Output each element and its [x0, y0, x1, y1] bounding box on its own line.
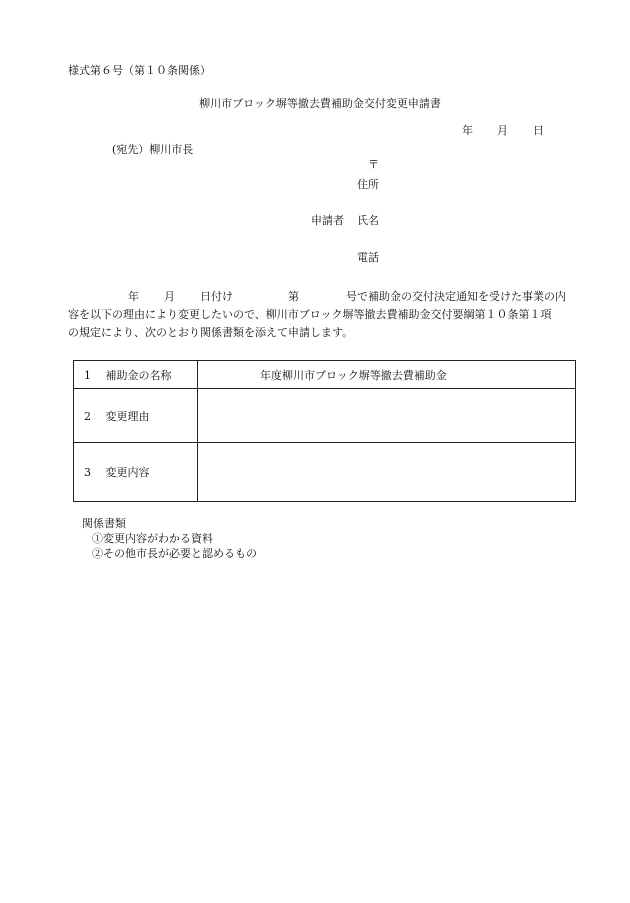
table-row: [74, 361, 576, 389]
applicant-label: 申請者: [311, 214, 344, 227]
table-row: [74, 389, 576, 443]
table-value-change-reason: [198, 389, 576, 443]
table-label-change-reason: 2 変更理由: [74, 389, 198, 443]
postal-mark: 〒: [368, 158, 379, 171]
body-line-1-rest: 号で補助金の交付決定通知を受けた事業の内: [346, 290, 566, 303]
name-label: 氏名: [357, 214, 379, 227]
body-day-dated-label: 日付け: [200, 290, 233, 303]
subsidy-change-table: [73, 360, 576, 502]
phone-label: 電話: [357, 251, 379, 264]
body-paragraph-line-2: 容を以下の理由により変更したいので、柳川市ブロック塀等撤去費補助金交付要綱第１０条第１項: [68, 308, 552, 321]
table-label-subsidy-name: 1 補助金の名称: [74, 361, 198, 389]
body-paragraph-line-3: の規定により、次のとおり関係書類を添えて申請します。: [68, 326, 354, 339]
related-docs-item: ②その他市長が必要と認めるもの: [92, 547, 257, 560]
table-label-change-content: 3 変更内容: [74, 443, 198, 502]
table-value-change-content: [198, 443, 576, 502]
date-month-label: 月: [497, 124, 508, 137]
document-title: 柳川市ブロック塀等撤去費補助金交付変更申請書: [199, 97, 441, 110]
table-value-subsidy-name: 年度柳川市ブロック塀等撤去費補助金: [198, 361, 576, 389]
date-day-label: 日: [533, 124, 544, 137]
related-docs-heading: 関係書類: [82, 517, 126, 530]
form-number: 様式第６号（第１０条関係）: [68, 64, 211, 77]
date-year-label: 年: [462, 124, 473, 137]
body-year-label: 年: [128, 290, 139, 303]
addressee: (宛先）柳川市長: [112, 143, 194, 156]
related-docs-item: ①変更内容がわかる資料: [92, 532, 213, 545]
table-row: [74, 443, 576, 502]
body-number-prefix: 第: [288, 290, 299, 303]
body-month-label: 月: [164, 290, 175, 303]
address-label: 住所: [357, 178, 379, 191]
